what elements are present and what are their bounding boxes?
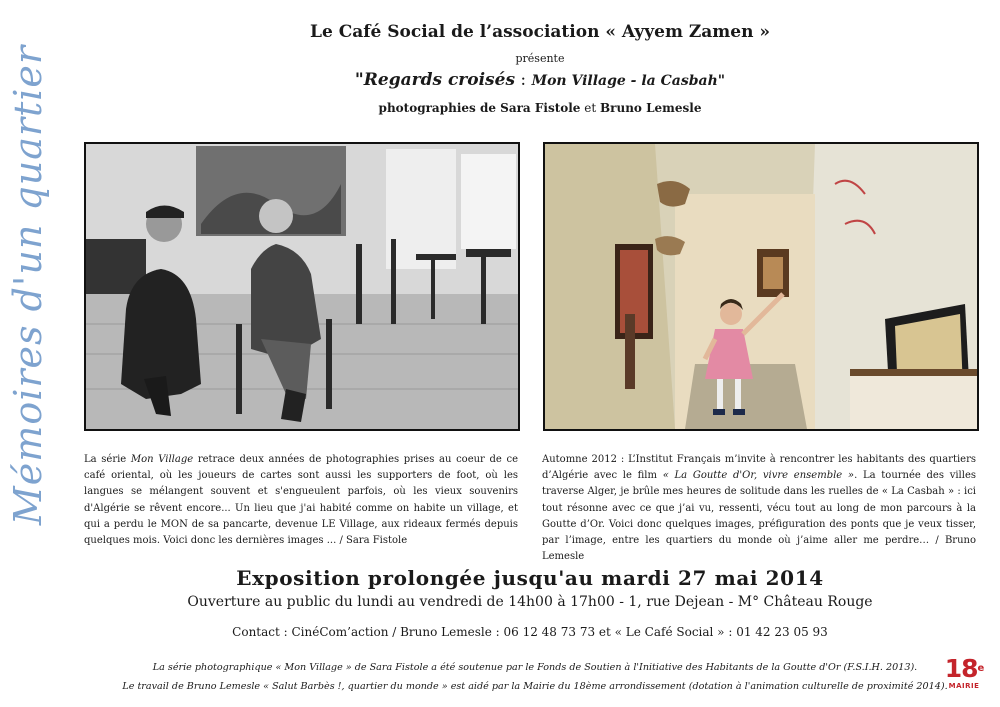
- photo-cafe-men: [84, 142, 520, 431]
- right-text-body: . La tournée des villes traverse Alger, je brûle mes heures de solitude dans les ruelles de « La Casbah » : ici tout résonne avec ce que j’ai vu, ressenti, vécu tout au long de mon parcours à la Goutte d’Or. Voici donc quelques images, préfiguration des ponts que je veux tisser, par l’image, entre les quartiers du monde où j’aime aller me perdre… / Bruno Lemesle: [542, 470, 976, 563]
- mairie-number: 18: [944, 654, 978, 683]
- mairie-suffix: e: [977, 663, 984, 674]
- title-colon: :: [515, 70, 532, 90]
- bruno-lemesle-description: [542, 452, 976, 565]
- credits-sara: photographies de Sara Fistole: [378, 101, 581, 115]
- title-main: "Regards croisés: [354, 70, 516, 90]
- contact-info: Contact : CinéCom’action / Bruno Lemesle : 06 12 48 73 73 et « Le Café Social » : 01 42 23 05 93: [232, 625, 828, 639]
- opening-hours: Ouverture au public du lundi au vendredi de 14h00 à 17h00 - 1, rue Dejean - M° Château Rouge: [187, 594, 873, 610]
- right-text-film-title: « La Goutte d'Or, vivre ensemble »: [662, 470, 855, 482]
- credits-and: et: [580, 101, 600, 115]
- photo-credits: [250, 101, 830, 115]
- left-text-start: La série: [84, 454, 131, 465]
- photo-casbah-girl: [543, 142, 979, 431]
- mairie-logo-number: [944, 656, 984, 682]
- side-title: [4, 20, 52, 550]
- mairie-18-logo: [944, 656, 984, 694]
- left-text-body: retrace deux années de photographies prises au coeur de ce café oriental, où les joueurs de cartes sont aussi les supporters de foot, où les langues se mélangent souvent et s'engueulent parfois, où les vieux souvenirs d'Algérie se rêvent encore... Un lieu que j'ai habité comme on habite un village, et qui a perdu le MON de sa pancarte, devenue LE Village, aux rideaux fermés depuis quelques mois. Voici donc les dernières images ... / Sara Fistole: [84, 454, 518, 547]
- cafe-photo-illustration: [86, 144, 518, 429]
- title-sub: Mon Village - la Casbah": [531, 73, 726, 89]
- casbah-photo-illustration: [545, 144, 977, 429]
- credits-bruno: Bruno Lemesle: [600, 101, 702, 115]
- left-text-series-title: Mon Village: [130, 454, 194, 465]
- side-title-text: Mémoires d'un quartier: [6, 44, 51, 526]
- footer-funding-line-2: Le travail de Bruno Lemesle « Salut Barbès !, quartier du monde » est aidé par la Mairie du 18ème arrondissement (dotation à l'animation culturelle de proximité 2014).: [122, 681, 948, 692]
- exposition-dates: Exposition prolongée jusqu'au mardi 27 mai 2014: [236, 566, 824, 590]
- footer-funding-line-1: La série photographique « Mon Village » de Sara Fistole a été soutenue par le Fonds de Soutien à l'Initiative des Habitants de la Goutte d'Or (F.S.I.H. 2013).: [152, 662, 918, 673]
- presents-label: présente: [515, 52, 565, 65]
- right-text-start: Automne 2012 : L’Institut Français m’invite à rencontrer les habitants des quartiers d’Algérie avec le film: [542, 454, 976, 482]
- mairie-logo-label: MAIRIE: [948, 682, 980, 690]
- exhibition-title: [250, 70, 830, 90]
- organizer-title: Le Café Social de l’association « Ayyem Zamen »: [310, 22, 770, 42]
- sara-fistole-description: [84, 452, 518, 549]
